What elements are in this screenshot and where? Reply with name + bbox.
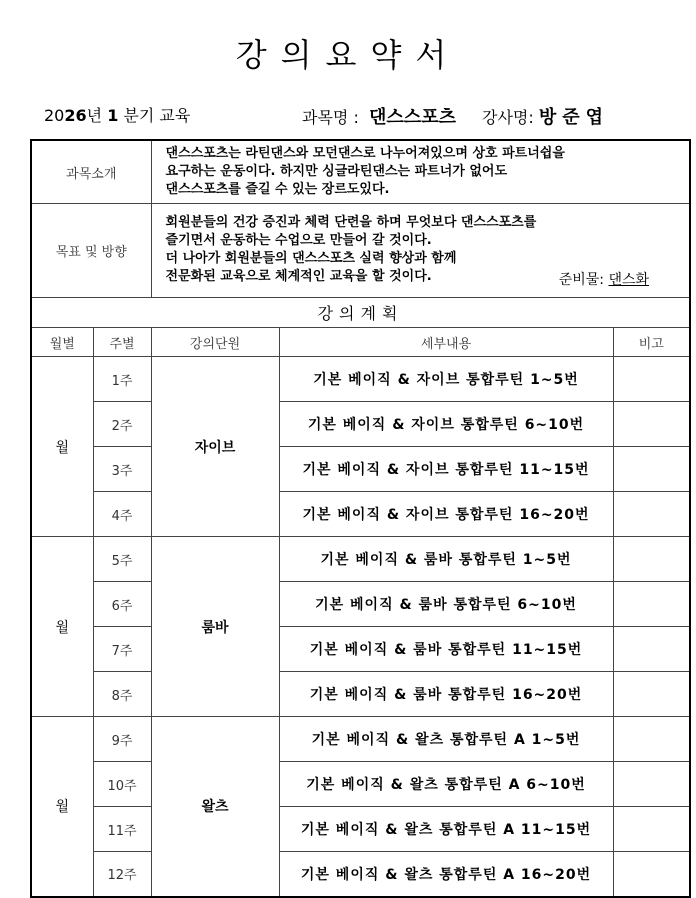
year-bold: 26 [64,106,87,125]
header-week: 주별 [93,328,151,357]
note-cell [613,582,690,627]
week-cell: 10주 [93,762,151,807]
goal-row [31,204,690,298]
instructor-name: 방준엽 [538,107,610,128]
note-cell [613,717,690,762]
plan-section-row [31,298,690,328]
table-row [31,627,690,672]
week-cell: 4주 [93,492,151,537]
year-suffix: 년 [86,106,103,125]
detail-cell: 기본 베이직 & 자이브 통합루틴 6~10번 [279,402,613,447]
detail-cell: 기본 베이직 & 룸바 통합루틴 6~10번 [279,582,613,627]
note-cell [613,492,690,537]
detail-cell: 기본 베이직 & 왈츠 통합루틴 A 6~10번 [279,762,613,807]
table-row [31,807,690,852]
goal-line: 즐기면서 운동하는 수업으로 만들어 갈 것이다. [165,233,432,248]
goal-line: 더 나아가 회원분들의 댄스스포츠 실력 향상과 함께 [165,251,457,266]
header-detail: 세부내용 [279,328,613,357]
goal-label: 목표 및 방향 [31,204,151,298]
table-row [31,492,690,537]
table-row [31,762,690,807]
detail-cell: 기본 베이직 & 룸바 통합루틴 1~5번 [279,537,613,582]
note-cell [613,537,690,582]
prep-value: 댄스화 [608,272,650,288]
table-row [31,447,690,492]
table-row [31,672,690,717]
table-row [31,717,690,762]
detail-cell: 기본 베이직 & 왈츠 통합루틴 A 16~20번 [279,852,613,897]
note-cell [613,627,690,672]
instructor-label: 강사명: [482,108,534,127]
week-cell: 2주 [93,402,151,447]
table-row [31,852,690,897]
plan-section-title: 강의계획 [31,298,690,328]
note-cell [613,672,690,717]
detail-cell: 기본 베이직 & 자이브 통합루틴 1~5번 [279,357,613,402]
detail-cell: 기본 베이직 & 룸바 통합루틴 16~20번 [279,672,613,717]
detail-cell: 기본 베이직 & 자이브 통합루틴 11~15번 [279,447,613,492]
subject-name: 댄스스포츠 [369,107,456,128]
note-cell [613,402,690,447]
week-cell: 12주 [93,852,151,897]
plan-header-row [31,328,690,357]
header-unit: 강의단원 [151,328,279,357]
note-cell [613,852,690,897]
note-cell [613,447,690,492]
unit-cell: 자이브 [151,357,279,537]
goal-line: 회원분들의 건강 증진과 체력 단련을 하며 무엇보다 댄스스포츠를 [165,215,537,230]
goal-text [151,204,690,298]
header-note: 비고 [613,328,690,357]
unit-cell: 왈츠 [151,717,279,897]
intro-row [31,140,690,204]
week-cell: 6주 [93,582,151,627]
week-cell: 7주 [93,627,151,672]
instructor-line [482,103,609,129]
note-cell [613,762,690,807]
intro-line: 댄스스포츠를 즐길 수 있는 장르도있다. [165,182,390,197]
detail-cell: 기본 베이직 & 자이브 통합루틴 16~20번 [279,492,613,537]
note-cell [613,357,690,402]
header-month: 월별 [31,328,93,357]
quarter-number: 1 [107,106,119,125]
document-title: 강의요약서 [235,36,461,74]
table-row [31,582,690,627]
table-row [31,357,690,402]
week-cell: 1주 [93,357,151,402]
year-prefix: 20 [44,106,65,125]
table-row [31,537,690,582]
week-cell: 5주 [93,537,151,582]
note-cell [613,807,690,852]
detail-cell: 기본 베이직 & 왈츠 통합루틴 A 1~5번 [279,717,613,762]
week-cell: 11주 [93,807,151,852]
detail-cell: 기본 베이직 & 룸바 통합루틴 11~15번 [279,627,613,672]
lecture-summary-table [30,139,691,898]
week-cell: 8주 [93,672,151,717]
goal-line: 전문화된 교육으로 체계적인 교육을 할 것이다. [165,269,432,284]
subject-label: 과목명 : [302,108,359,127]
prep-label: 준비물: [558,272,604,288]
month-cell: 월 [31,357,93,537]
intro-label: 과목소개 [31,140,151,204]
intro-line: 요구하는 운동이다. 하지만 싱글라틴댄스는 파트너가 없어도 [165,164,508,179]
subject-line [302,103,456,129]
week-cell: 3주 [93,447,151,492]
quarter-text: 분기 교육 [123,106,191,125]
week-cell: 9주 [93,717,151,762]
table-row [31,402,690,447]
month-cell: 월 [31,537,93,717]
intro-text [151,140,690,204]
month-cell: 월 [31,717,93,897]
detail-cell: 기본 베이직 & 왈츠 통합루틴 A 11~15번 [279,807,613,852]
unit-cell: 룸바 [151,537,279,717]
term-line [44,103,190,126]
intro-line: 댄스스포츠는 라틴댄스와 모던댄스로 나누어져있으며 상호 파트너쉽을 [165,146,565,161]
preparation [559,271,649,289]
